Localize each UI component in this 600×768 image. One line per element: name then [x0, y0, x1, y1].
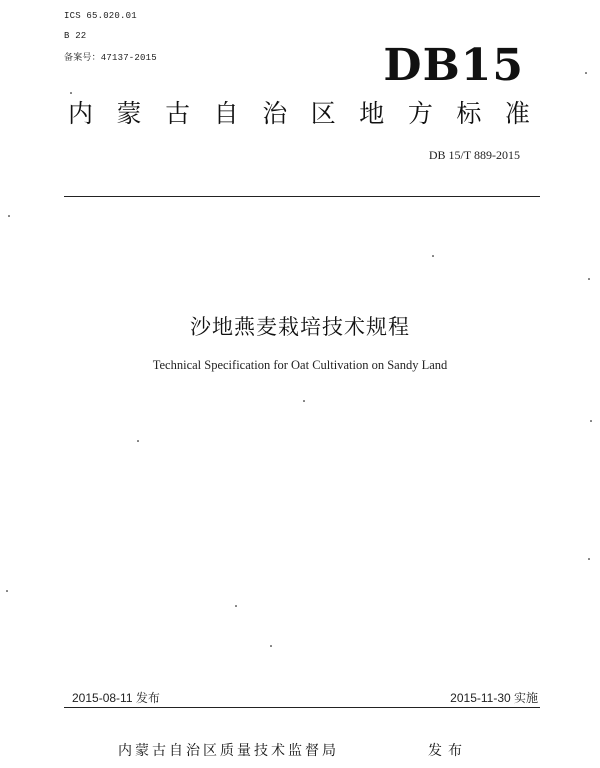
title-char: 内	[68, 99, 94, 128]
title-char: 方	[407, 99, 433, 128]
scan-speck	[588, 278, 590, 280]
title-char: 自	[213, 99, 239, 128]
db15-logo: DB15	[383, 40, 524, 91]
scan-speck	[588, 558, 590, 560]
title-char: 蒙	[116, 99, 142, 128]
scan-speck	[270, 645, 272, 647]
scan-speck	[590, 420, 592, 422]
scan-speck	[8, 215, 10, 217]
scan-speck	[585, 72, 587, 74]
scan-speck	[432, 255, 434, 257]
title-char: 准	[504, 99, 530, 128]
scan-speck	[235, 605, 237, 607]
title-char: 地	[359, 99, 385, 128]
release-date: 2015-08-11 发布	[72, 691, 160, 705]
standard-title	[68, 101, 530, 126]
issuing-authority: 内蒙古自治区质量技术监督局	[118, 743, 339, 759]
ccs-code: B 22	[64, 31, 87, 41]
scan-speck	[137, 440, 139, 442]
record-number: 备案号：47137-2015	[64, 53, 157, 63]
scan-speck	[70, 92, 72, 94]
header-divider	[64, 196, 540, 197]
issue-label: 发布	[428, 743, 468, 759]
standard-number: DB 15/T 889-2015	[428, 148, 520, 162]
title-char: 标	[456, 99, 482, 128]
implement-date: 2015-11-30 实施	[450, 691, 538, 705]
title-char: 治	[262, 99, 288, 128]
scan-speck	[303, 400, 305, 402]
document-title-en: Technical Specification for Oat Cultivation on Sandy Land	[152, 358, 448, 372]
scan-speck	[6, 590, 8, 592]
footer-divider	[64, 707, 540, 708]
title-char: 区	[310, 99, 336, 128]
title-char: 古	[165, 99, 191, 128]
document-title-cn: 沙地燕麦栽培技术规程	[190, 315, 410, 339]
ics-code: ICS 65.020.01	[64, 11, 137, 21]
